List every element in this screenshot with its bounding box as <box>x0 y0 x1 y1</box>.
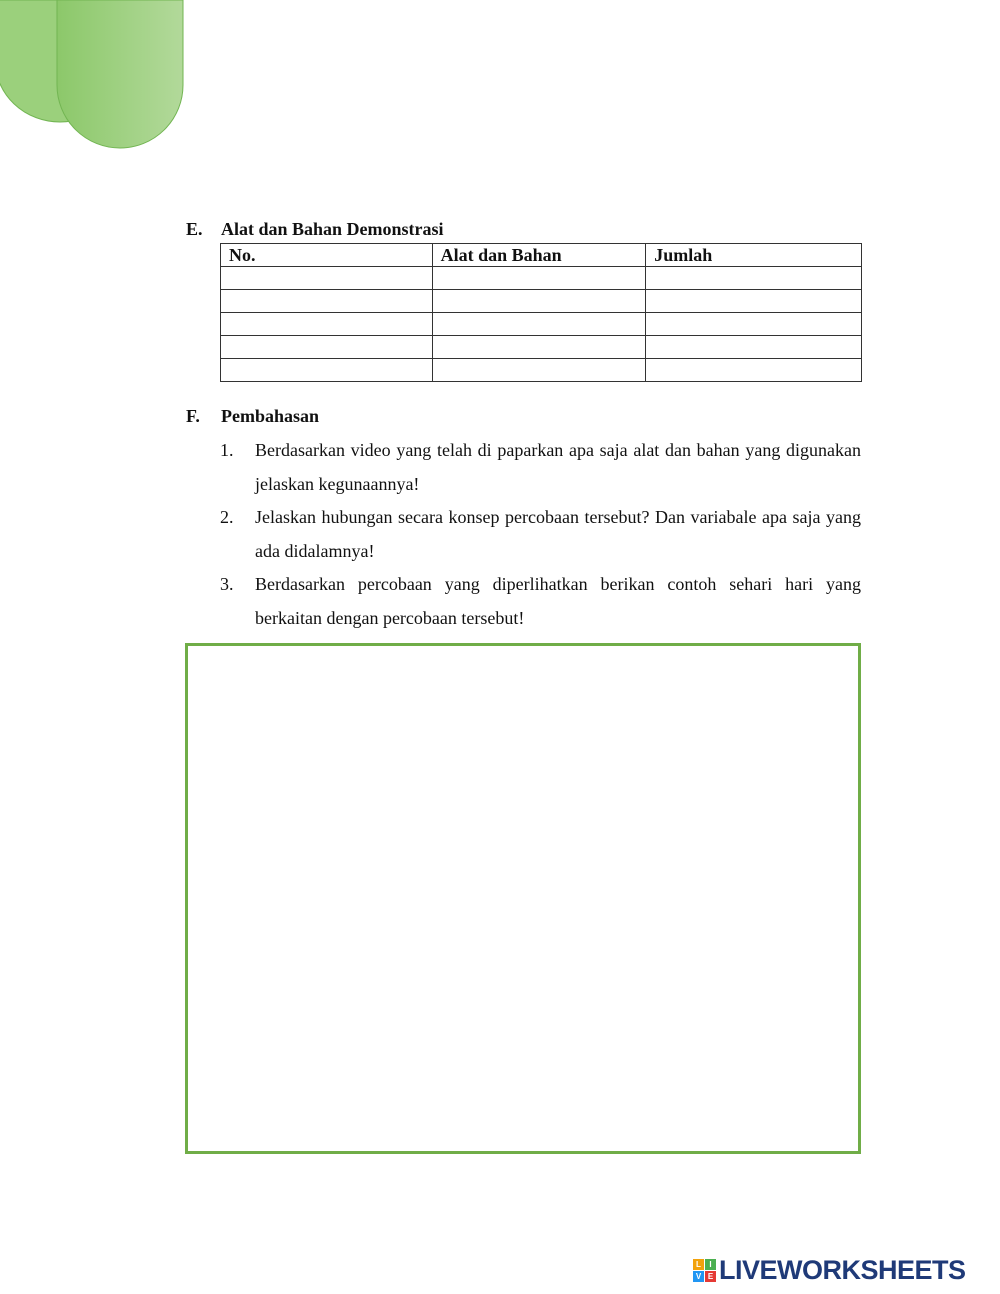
section-f-letter: F. <box>186 406 200 426</box>
table-cell[interactable] <box>646 267 862 290</box>
question-list <box>220 434 861 635</box>
table-cell[interactable] <box>646 313 862 336</box>
table-cell[interactable] <box>221 336 433 359</box>
question-text: Berdasarkan percobaan yang diperlihatkan berikan contoh sehari hari yang berkaitan dengan percobaan tersebut! <box>255 574 861 628</box>
question-number: 2. <box>220 507 234 527</box>
header-alat-bahan: Alat dan Bahan <box>432 244 646 267</box>
table-row <box>221 359 862 382</box>
section-e-title: Alat dan Bahan Demonstrasi <box>221 219 444 239</box>
section-f-title: Pembahasan <box>221 406 320 426</box>
table-cell[interactable] <box>221 313 433 336</box>
question-item <box>220 434 861 501</box>
table-cell[interactable] <box>432 313 646 336</box>
question-text: Berdasarkan video yang telah di paparkan apa saja alat dan bahan yang digunakan jelaskan kegunaannya! <box>255 440 861 494</box>
table-cell[interactable] <box>432 267 646 290</box>
liveworksheets-brand-text: LIVEWORKSHEETS <box>719 1254 966 1285</box>
table-header-row <box>221 244 862 267</box>
table-cell[interactable] <box>646 336 862 359</box>
liveworksheets-logo <box>693 1255 966 1285</box>
table-cell[interactable] <box>221 290 433 313</box>
alat-bahan-table <box>220 243 862 382</box>
answer-text-box[interactable] <box>185 643 861 1154</box>
question-item <box>220 568 861 635</box>
table-cell[interactable] <box>432 336 646 359</box>
table-cell[interactable] <box>432 290 646 313</box>
section-e-heading <box>186 219 444 240</box>
table-row <box>221 290 862 313</box>
table-cell[interactable] <box>646 359 862 382</box>
table-row <box>221 336 862 359</box>
table-cell[interactable] <box>221 359 433 382</box>
decorative-leaf-shape <box>0 0 200 160</box>
header-no: No. <box>221 244 433 267</box>
table-cell[interactable] <box>221 267 433 290</box>
section-e-letter: E. <box>186 219 203 239</box>
question-text: Jelaskan hubungan secara konsep percobaan tersebut? Dan variabale apa saja yang ada didalamnya! <box>255 507 861 561</box>
table-row <box>221 267 862 290</box>
table-row <box>221 313 862 336</box>
header-jumlah: Jumlah <box>646 244 862 267</box>
question-item <box>220 501 861 568</box>
question-number: 3. <box>220 574 234 594</box>
question-number: 1. <box>220 440 234 460</box>
section-f-heading <box>186 406 319 427</box>
liveworksheets-logo-icon: L I V E <box>693 1259 716 1282</box>
table-cell[interactable] <box>646 290 862 313</box>
table-cell[interactable] <box>432 359 646 382</box>
